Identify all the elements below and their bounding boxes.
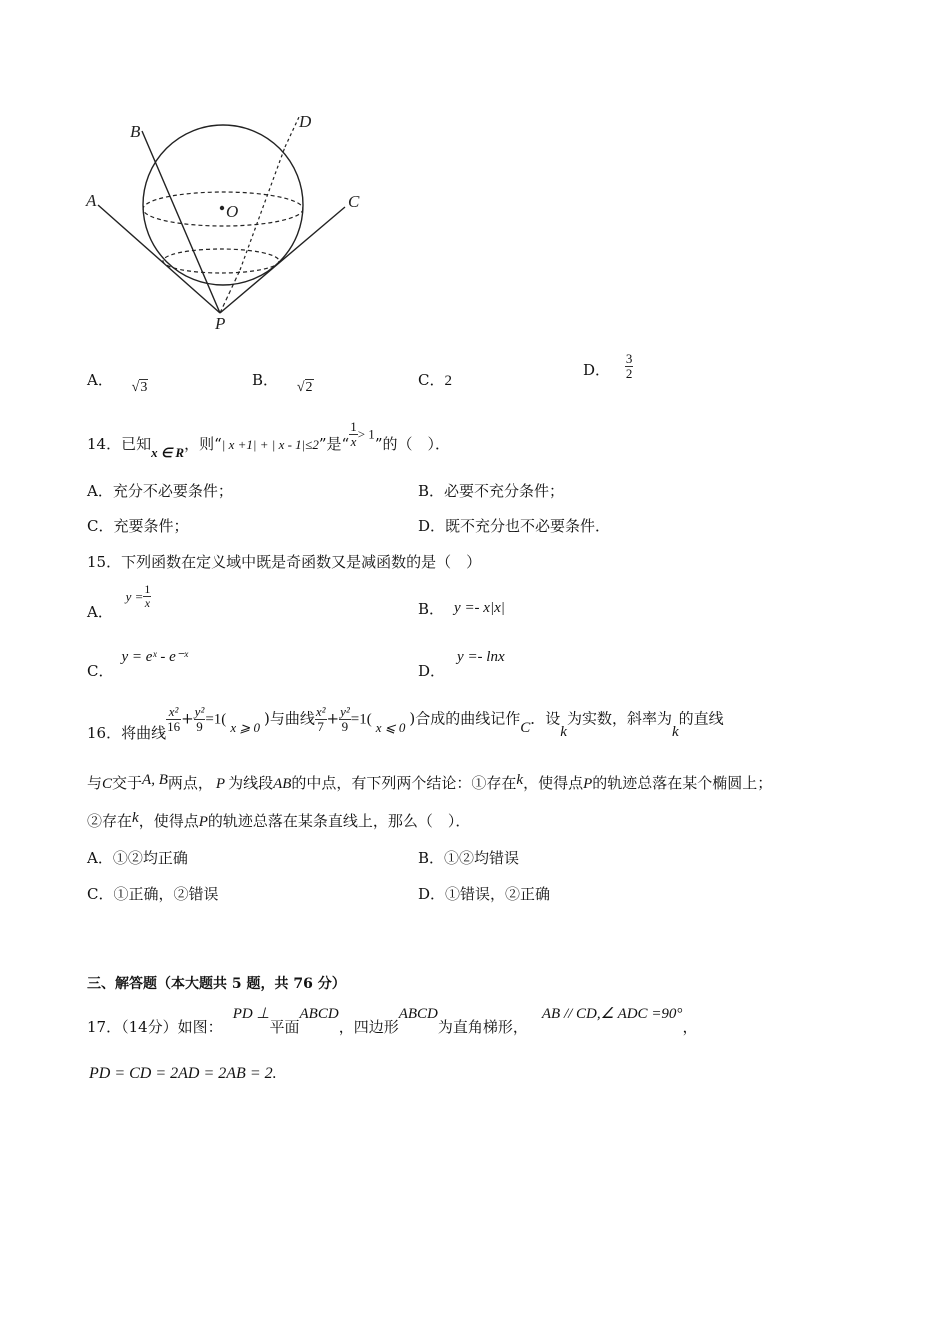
sqrt-expression: √2 — [296, 380, 313, 395]
text: 的直线 — [678, 709, 724, 728]
option-letter: C． — [87, 662, 114, 680]
question-17-line-2: PD = CD = 2AD = 2AB = 2. — [89, 1065, 277, 1082]
gt-one: > 1 — [357, 426, 375, 442]
var-k: k — [671, 723, 679, 740]
text: ．设 — [530, 709, 561, 728]
geometry-figure — [80, 105, 380, 340]
question-16-line-1 — [87, 705, 724, 755]
plus: + — [181, 709, 194, 728]
domain-condition: x ⩾ 0 — [230, 719, 260, 735]
text: )合成的曲线记作 — [409, 709, 521, 728]
q15-option-b[interactable] — [418, 598, 505, 619]
var-k: k — [560, 723, 567, 740]
option-letter: D． — [418, 662, 446, 680]
tangent-circle-ellipse — [163, 249, 279, 273]
q13-option-b[interactable] — [252, 369, 314, 395]
label-o: O — [226, 202, 239, 221]
question-17-line-1 — [87, 1002, 698, 1036]
text: 两点， — [167, 774, 213, 792]
text: 为实数，斜率为 — [566, 709, 672, 728]
text: ，则“ — [184, 434, 222, 453]
question-number: 16．将曲线 — [87, 723, 167, 742]
var-k: k — [132, 810, 139, 826]
point-p: P — [215, 776, 226, 792]
text: ”的（ ）． — [374, 434, 450, 453]
equation: y =- lnx — [457, 649, 505, 665]
option-letter: A． — [87, 371, 113, 389]
section-3-heading: 三、解答题（本大题共 5 题，共 76 分） — [87, 976, 346, 992]
text: 交于 — [112, 774, 143, 792]
q13-option-c[interactable] — [418, 369, 452, 390]
text: )与曲线 — [263, 709, 315, 728]
q14-option-c[interactable]: C．充要条件； — [87, 517, 189, 535]
equals-one: =1( — [205, 711, 227, 728]
line-pa — [98, 205, 220, 313]
fraction-y2-9: $\frac{\text{y²}}{9}$ — [340, 704, 350, 734]
q16-option-c[interactable]: C．①正确，②错误 — [87, 885, 219, 903]
text: ”是“ — [318, 434, 350, 453]
text: 平面 — [269, 1018, 300, 1036]
question-16-line-2 — [87, 772, 772, 793]
label-b: B — [130, 122, 141, 141]
equation: y = eˣ - e⁻ˣ — [121, 649, 188, 665]
label-c: C — [348, 192, 360, 211]
points-ab: A, B — [142, 772, 168, 788]
q13-option-d[interactable] — [583, 352, 633, 381]
line-pc — [220, 207, 345, 313]
curve-c: C — [520, 719, 531, 736]
question-number: 14． — [87, 434, 122, 453]
text: 与 — [87, 774, 103, 792]
sqrt-expression: √3 — [131, 380, 148, 395]
q14-option-a[interactable]: A．充分不必要条件； — [87, 482, 233, 500]
equation-lhs: y = — [125, 588, 144, 604]
option-letter: C． — [418, 371, 445, 389]
point-p: P — [583, 776, 593, 792]
text: 为线段 — [228, 774, 274, 792]
line-pb — [142, 131, 220, 313]
option-letter: B． — [418, 600, 445, 618]
domain-condition: x ⩽ 0 — [375, 719, 406, 735]
question-number: 17．（14分）如图： — [87, 1018, 223, 1036]
plane-abcd: ABCD — [299, 1006, 339, 1022]
label-p: P — [215, 314, 226, 333]
fraction-one-over-x: $\frac{1}{x}$ — [350, 419, 357, 449]
question-15-stem: 15．下列函数在定义域中既是奇函数又是减函数的是（ ） — [87, 553, 482, 571]
fraction: $\frac{3}{2}$ — [625, 351, 633, 381]
curve-c: C — [102, 776, 113, 792]
fraction: $\frac{1}{x}$ — [144, 582, 151, 610]
q16-option-b[interactable]: B．①②均错误 — [418, 849, 520, 867]
label-a: A — [86, 191, 97, 210]
var-k: k — [516, 772, 524, 788]
pd-perp: PD ⊥ — [232, 1006, 270, 1022]
option-letter: D． — [583, 360, 611, 379]
q14-option-d[interactable]: D．既不充分也不必要条件． — [418, 517, 611, 535]
text: ②存在 — [87, 812, 133, 830]
fraction-x2-16: $\frac{\text{x²}}{16}$ — [167, 704, 181, 734]
condition: x ∈ R — [151, 444, 185, 460]
option-letter: A． — [87, 602, 113, 621]
segment-ab: AB — [273, 776, 292, 792]
q15-option-d[interactable] — [418, 645, 505, 680]
text: 为直角梯形， — [437, 1018, 528, 1036]
text: ，使得点 — [138, 812, 199, 830]
text: 已知 — [121, 434, 152, 453]
q15-option-c[interactable] — [87, 645, 188, 680]
label-d: D — [299, 112, 312, 131]
point-p: P — [198, 814, 208, 830]
center-dot — [220, 206, 224, 210]
q14-option-b[interactable]: B．必要不充分条件； — [418, 482, 565, 500]
text: 的轨迹总落在某个椭圆上； — [592, 774, 773, 792]
line-pd-upper — [285, 117, 299, 147]
question-16-line-3 — [87, 810, 470, 831]
option-value: 2 — [444, 373, 452, 389]
text: ，使得点 — [523, 774, 584, 792]
text: 的轨迹总落在某条直线上，那么（ ）． — [207, 812, 471, 830]
fraction-x2-7: $\frac{\text{x²}}{7}$ — [315, 704, 326, 734]
option-letter: B． — [252, 371, 279, 389]
quad-abcd: ABCD — [398, 1006, 438, 1022]
line-pd-outside — [220, 270, 240, 313]
question-14-stem — [87, 420, 450, 460]
equals-one: =1( — [350, 711, 372, 728]
q16-option-a[interactable]: A．①②均正确 — [87, 849, 188, 867]
text: ，四边形 — [338, 1018, 399, 1036]
abs-inequality: | x +1| + | x - 1|≤2 — [221, 436, 319, 452]
parallel-condition: AB // CD,∠ ADC =90° — [541, 1006, 683, 1022]
equation: y =- x|x| — [454, 600, 505, 616]
text: 的中点，有下列两个结论：①存在 — [291, 774, 517, 792]
text: ， — [682, 1018, 698, 1036]
fraction-y2-9: $\frac{\text{y²}}{9}$ — [194, 704, 205, 734]
line-pd-inside — [240, 147, 285, 270]
q15-option-a[interactable] — [87, 582, 151, 621]
plus: + — [326, 709, 340, 728]
q16-option-d[interactable]: D．①错误，②正确 — [418, 885, 551, 903]
q13-option-a[interactable] — [87, 369, 148, 395]
